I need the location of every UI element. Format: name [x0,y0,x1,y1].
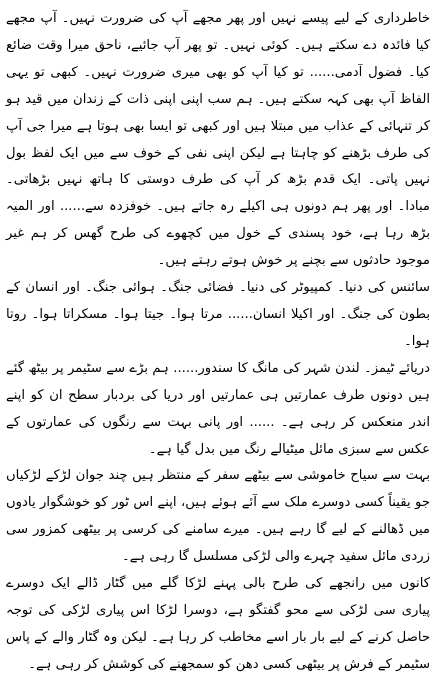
paragraph-2: سائنس کی دنیا۔ کمپیوٹر کی دنیا۔ فضائی جنگ۔ ہوائی جنگ۔ اور انسان کے بطون کی جنگ۔ اور اکیلا انسان...... مرتا ہوا۔ جیتا ہوا۔ مسکراتا ہوا۔ روتا ہوا۔ [6,280,430,349]
paragraph-4: بہت سے سیاح خاموشی سے بیٹھے سفر کے منتظر ہیں چند جوان لڑکے لڑکیاں جو یقیناً کسی دوسرے ملک سے آئے ہوئے ہیں، اپنے اس ٹور کو خوشگوار یادوں میں ڈھالنے کے لیے گا رہے ہیں۔ میرے سامنے کی کرسی پر بیٹھی کمزور سی زردی مائل سفید چہرے والی لڑکی مسلسل گا رہی ہے۔ [6,468,430,565]
paragraph-3: دریائے ٹیمز۔ لندن شہر کی مانگ کا سندور...... ہم بڑے سے سٹیمر پر بیٹھ گئے ہیں دونوں طرف عمارتیں ہی عمارتیں اور دریا کی بردبار سطح ان کو اپنے اندر منعکس کر رہی ہے۔ ...... اور پانی بہت سے رنگوں کی عمارتوں کے عکس سے سبزی مائل میٹیالے رنگ میں بدل گیا ہے۔ [6,360,430,457]
paragraph-5: کانوں میں رانجھے کی طرح بالی پہنے لڑکا گلے میں گٹار ڈالے ایک دوسرے پیاری سی لڑکی سے محو گفتگو ہے، دوسرا لڑکا اس پیاری لڑکی کی توجہ حاصل کرنے کے لیے بار بار اسے مخاطب کر رہا ہے۔ لیکن وہ گٹار والے کے پاس سٹیمر کے فرش پر بیٹھی کسی دھن کو سمجھنے کی کوشش کر رہی ہے۔ [6,576,430,672]
paragraph-1: خاطرداری کے لیے پیسے نہیں اور پھر مجھے آپ کی ضرورت نہیں۔ آپ مجھے کیا فائدہ دے سکتے ہیں۔ کوئی نہیں۔ تو پھر آپ جائیے، ناحق میرا وقت ضائع کیا۔ فضول آدمی...... تو کیا آپ کو بھی میری ضرورت نہیں۔ کبھی تو یہی الفاظ آپ بھی کہہ سکتے ہیں۔ ہم سب اپنی اپنی ذات کے زندان میں قید ہو کر تنہائی کے عذاب میں مبتلا ہیں اور کبھی تو ایسا بھی ہوتا ہے میرا جی آپ کی طرف بڑھنے کو چاہتا ہے لیکن اپنی نفی کے خوف سے میں ایک لفظ بول نہیں پاتی۔ ایک قدم بڑھ کر آپ کی طرف دوستی کا ہاتھ نہیں بڑھاتی۔ مبادا۔ اور پھر ہم دونوں ہی اکیلے رہ جاتے ہیں۔ خوفزدہ سے...... اور المیہ بڑھ رہا ہے، خود پسندی کے خول میں کچھوے کی طرح گھس کر ہم غیر موجود حادثوں سے بچنے پر خوش ہوتے رہتے ہیں۔ [6,11,430,269]
